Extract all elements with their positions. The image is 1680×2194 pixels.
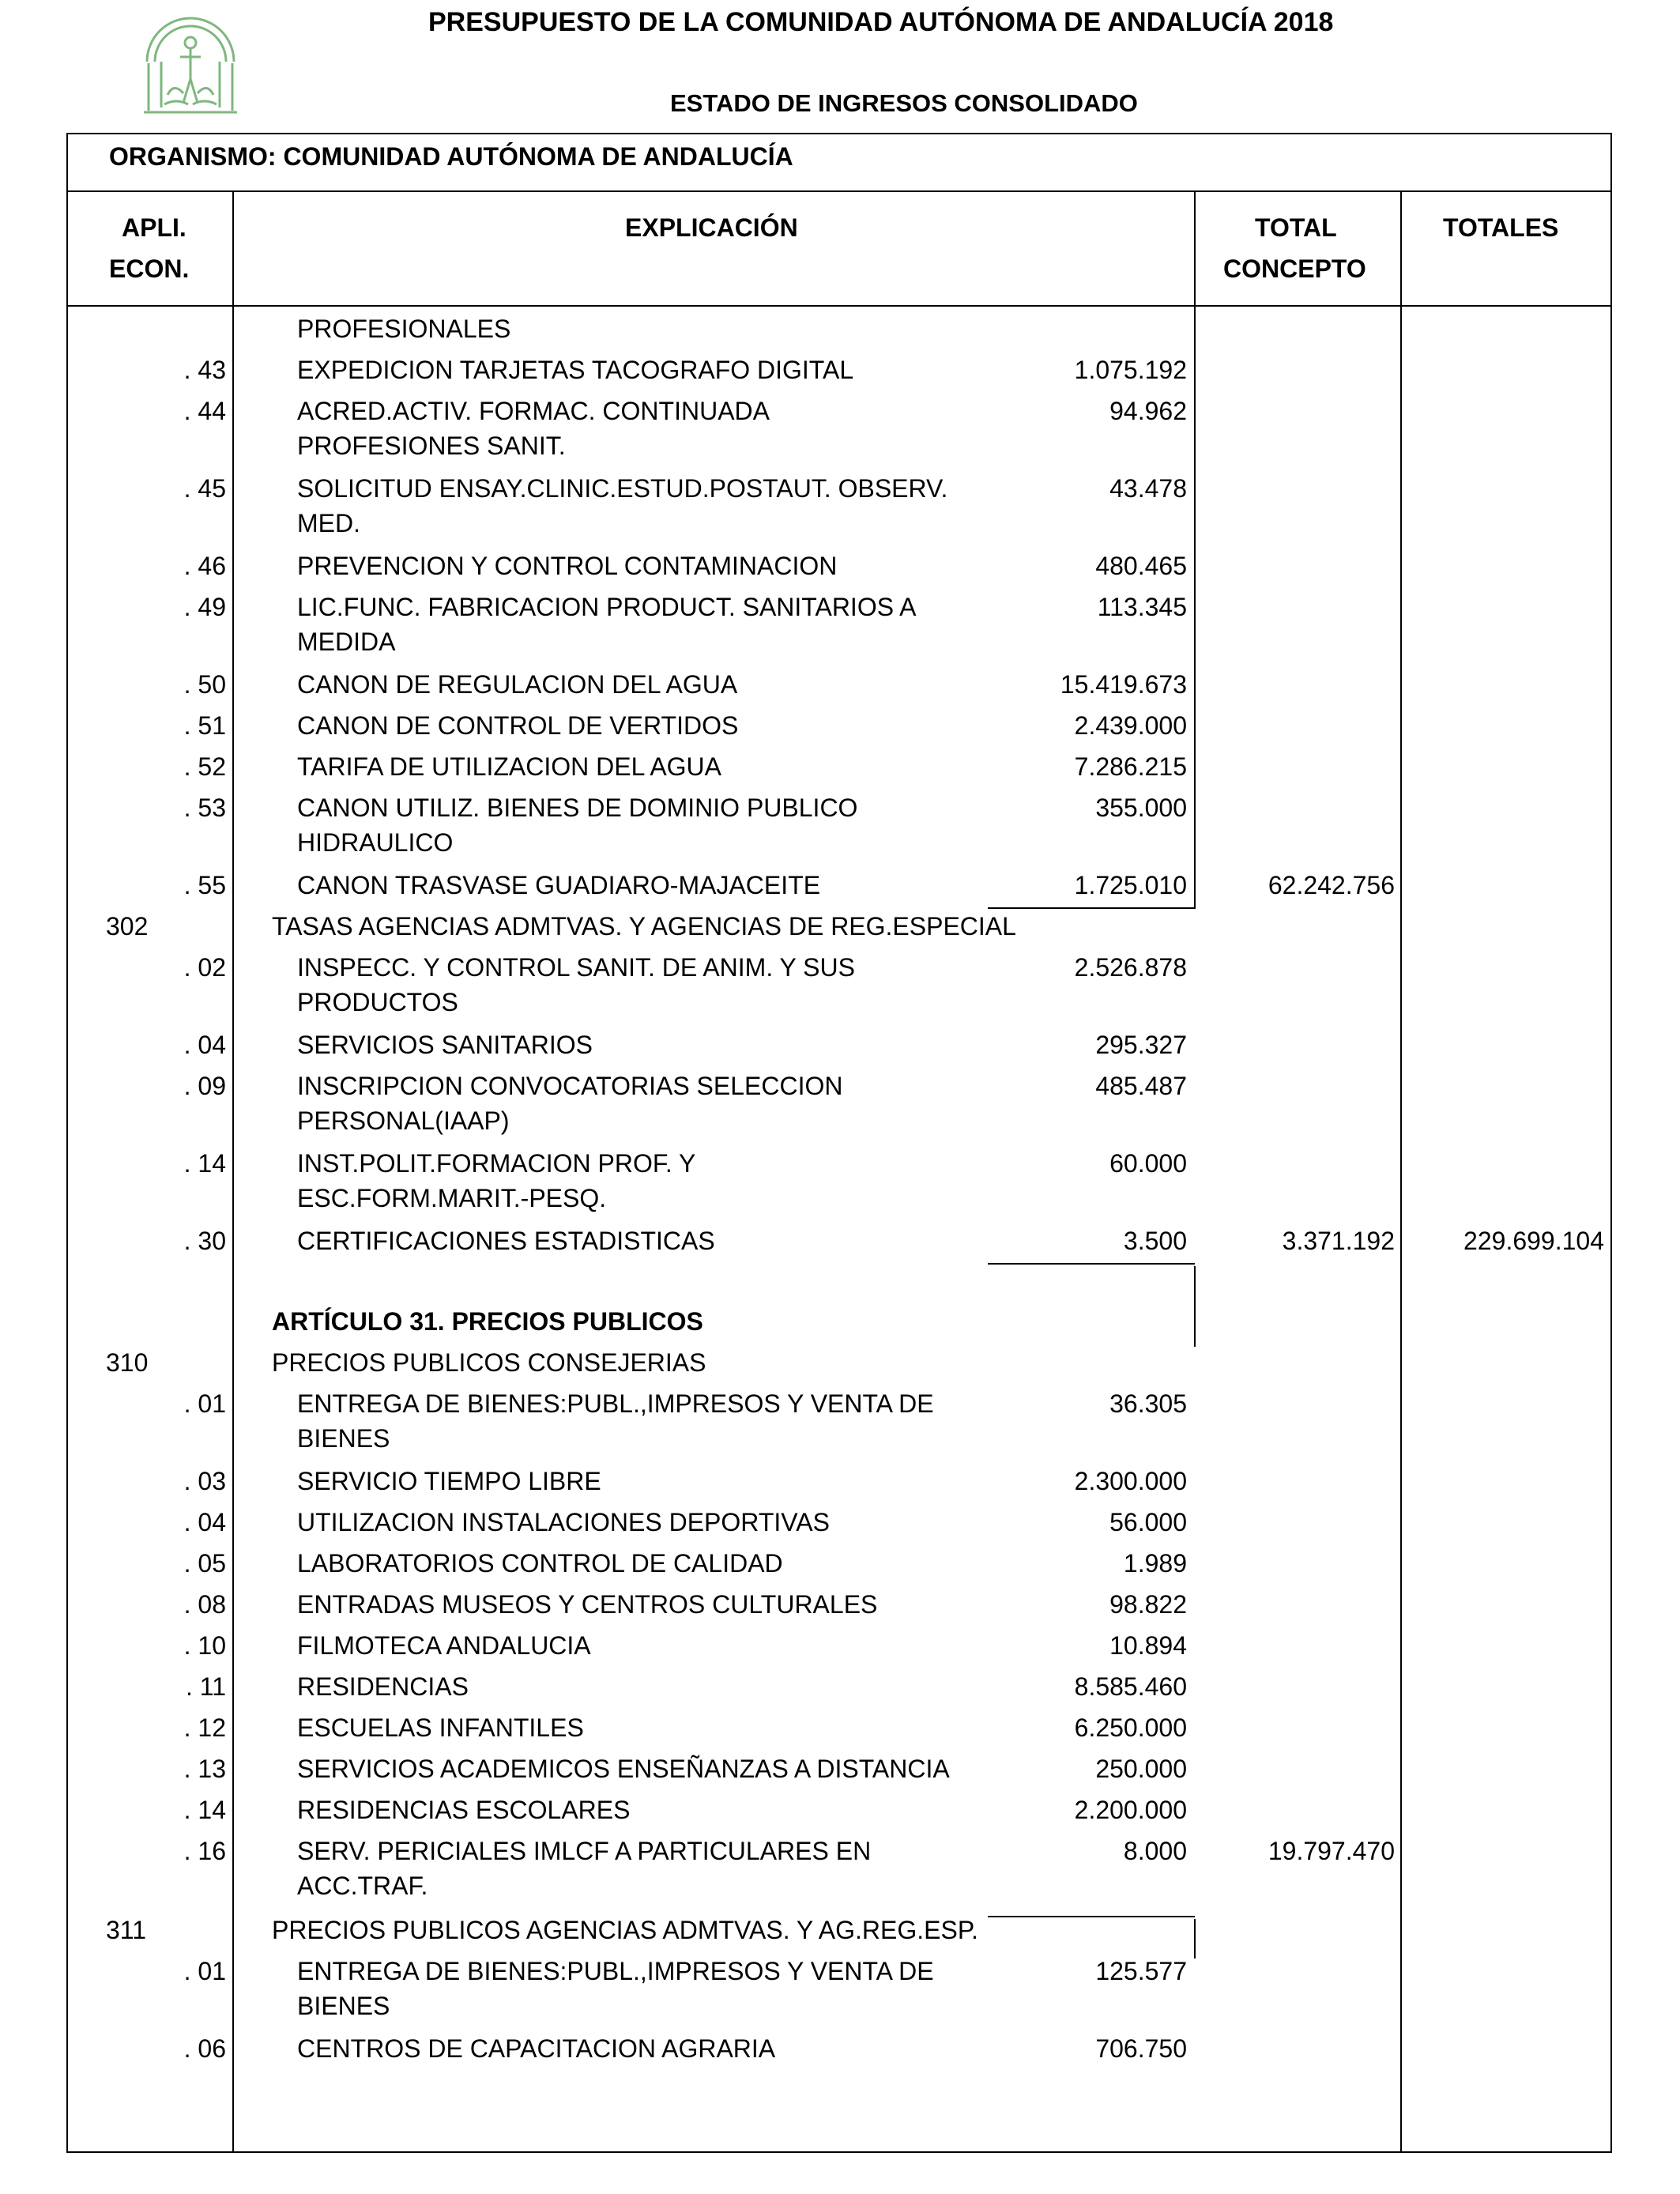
- organismo-label: ORGANISMO: COMUNIDAD AUTÓNOMA DE ANDALUCÍA: [109, 142, 793, 171]
- column-divider-totales: [1400, 190, 1402, 2153]
- row-code: . 52: [183, 752, 226, 781]
- row-amount: 125.577: [1095, 1957, 1187, 1985]
- row-description: ENTREGA DE BIENES:PUBL.,IMPRESOS Y VENTA DE: [297, 1389, 934, 1418]
- row-code: . 51: [183, 711, 226, 740]
- row-code: . 08: [183, 1590, 226, 1619]
- row-code: . 04: [183, 1031, 226, 1059]
- row-description: SERVICIO TIEMPO LIBRE: [297, 1467, 601, 1495]
- concepto-column-segment: [1194, 307, 1196, 909]
- row-amount: 15.419.673: [1060, 670, 1187, 699]
- column-header-totales: TOTALES: [1443, 213, 1559, 242]
- row-code: . 53: [183, 794, 226, 822]
- subtotal-underline: [988, 907, 1195, 909]
- row-amount: 8.000: [1123, 1837, 1187, 1865]
- row-description: SOLICITUD ENSAY.CLINIC.ESTUD.POSTAUT. OBSERV.: [297, 474, 948, 503]
- row-description: FILMOTECA ANDALUCIA: [297, 1631, 591, 1660]
- row-amount: 10.894: [1109, 1631, 1187, 1660]
- row-description: ACC.TRAF.: [297, 1872, 428, 1900]
- row-code: . 01: [183, 1957, 226, 1985]
- row-description: MEDIDA: [297, 628, 396, 656]
- row-description: SERVICIOS ACADEMICOS ENSEÑANZAS A DISTANCIA: [297, 1755, 950, 1783]
- column-header-apli: APLI.: [122, 213, 186, 242]
- row-description: PROFESIONES SANIT.: [297, 432, 566, 460]
- row-description: PRECIOS PUBLICOS CONSEJERIAS: [272, 1348, 706, 1377]
- header-divider: [66, 305, 1612, 307]
- row-description: ESCUELAS INFANTILES: [297, 1713, 584, 1742]
- row-amount: 355.000: [1095, 794, 1187, 822]
- row-code: . 03: [183, 1467, 226, 1495]
- row-code: . 05: [183, 1549, 226, 1578]
- row-amount: 1.725.010: [1074, 871, 1187, 899]
- row-code: . 50: [183, 670, 226, 699]
- row-code: . 12: [183, 1713, 226, 1742]
- row-amount: 6.250.000: [1074, 1713, 1187, 1742]
- table-border-right: [1610, 133, 1612, 2153]
- subtotal-underline: [988, 1916, 1195, 1917]
- row-amount: 295.327: [1095, 1031, 1187, 1059]
- row-code: . 11: [186, 1672, 226, 1701]
- table-border-left: [66, 133, 68, 2153]
- row-amount: 2.200.000: [1074, 1796, 1187, 1824]
- column-header-explicacion: EXPLICACIÓN: [625, 213, 798, 242]
- concepto-column-segment: [1194, 1919, 1196, 1958]
- row-amount: 250.000: [1095, 1755, 1187, 1783]
- row-code: . 43: [183, 356, 226, 384]
- row-description: ENTREGA DE BIENES:PUBL.,IMPRESOS Y VENTA DE: [297, 1957, 934, 1985]
- row-description: ESC.FORM.MARIT.-PESQ.: [297, 1184, 607, 1212]
- row-code: . 04: [183, 1508, 226, 1536]
- column-divider-apli: [232, 190, 234, 2153]
- row-description: LABORATORIOS CONTROL DE CALIDAD: [297, 1549, 783, 1578]
- row-code: . 55: [183, 871, 226, 899]
- row-description: UTILIZACION INSTALACIONES DEPORTIVAS: [297, 1508, 830, 1536]
- row-description: PRODUCTOS: [297, 988, 458, 1016]
- row-code: . 14: [183, 1796, 226, 1824]
- document-title: PRESUPUESTO DE LA COMUNIDAD AUTÓNOMA DE ANDALUCÍA 2018: [428, 7, 1334, 37]
- row-description: CANON DE CONTROL DE VERTIDOS: [297, 711, 739, 740]
- row-description: CANON TRASVASE GUADIARO-MAJACEITE: [297, 871, 821, 899]
- document-subtitle: ESTADO DE INGRESOS CONSOLIDADO: [670, 89, 1138, 117]
- row-description: BIENES: [297, 1424, 390, 1453]
- table-border-bottom: [66, 2151, 1612, 2153]
- row-amount: 706.750: [1095, 2034, 1187, 2063]
- row-description: ENTRADAS MUSEOS Y CENTROS CULTURALES: [297, 1590, 878, 1619]
- row-description: EXPEDICION TARJETAS TACOGRAFO DIGITAL: [297, 356, 854, 384]
- row-description: PRECIOS PUBLICOS AGENCIAS ADMTVAS. Y AG.REG.ESP.: [272, 1916, 978, 1944]
- subtotal-underline: [988, 1263, 1195, 1265]
- column-header-econ: ECON.: [109, 254, 190, 283]
- row-code: . 02: [183, 953, 226, 982]
- row-amount: 8.585.460: [1074, 1672, 1187, 1701]
- row-amount: 2.439.000: [1074, 711, 1187, 740]
- row-amount: 485.487: [1095, 1072, 1187, 1100]
- row-amount: 94.962: [1109, 397, 1187, 425]
- table-border-top: [66, 133, 1612, 134]
- row-description: SERV. PERICIALES IMLCF A PARTICULARES EN: [297, 1837, 872, 1865]
- row-description: TASAS AGENCIAS ADMTVAS. Y AGENCIAS DE REG.ESPECIAL: [272, 912, 1016, 941]
- row-code: . 01: [183, 1389, 226, 1418]
- row-description: TARIFA DE UTILIZACION DEL AGUA: [297, 752, 721, 781]
- row-amount: 3.500: [1123, 1227, 1187, 1255]
- row-description: PROFESIONALES: [297, 315, 511, 343]
- column-divider-concepto: [1194, 190, 1196, 307]
- row-code: . 06: [183, 2034, 226, 2063]
- row-code: 302: [106, 912, 149, 941]
- grand-total: 229.699.104: [1463, 1227, 1604, 1255]
- row-code: . 14: [183, 1149, 226, 1178]
- row-amount: 7.286.215: [1074, 752, 1187, 781]
- row-description: INSPECC. Y CONTROL SANIT. DE ANIM. Y SUS: [297, 953, 855, 982]
- row-amount: 2.300.000: [1074, 1467, 1187, 1495]
- row-code: . 46: [183, 552, 226, 580]
- row-amount: 60.000: [1109, 1149, 1187, 1178]
- row-description: ACRED.ACTIV. FORMAC. CONTINUADA: [297, 397, 770, 425]
- row-description: CERTIFICACIONES ESTADISTICAS: [297, 1227, 715, 1255]
- concepto-column-segment: [1194, 1266, 1196, 1347]
- row-code: . 49: [183, 593, 226, 621]
- row-description: CANON DE REGULACION DEL AGUA: [297, 670, 738, 699]
- row-description: PERSONAL(IAAP): [297, 1106, 510, 1135]
- row-code: . 44: [183, 397, 226, 425]
- row-amount: 98.822: [1109, 1590, 1187, 1619]
- row-code: . 30: [183, 1227, 226, 1255]
- row-amount: 480.465: [1095, 552, 1187, 580]
- column-header-concepto: CONCEPTO: [1223, 254, 1366, 283]
- row-code: 311: [106, 1916, 147, 1944]
- row-description: CANON UTILIZ. BIENES DE DOMINIO PUBLICO: [297, 794, 858, 822]
- row-code: . 10: [183, 1631, 226, 1660]
- row-description: RESIDENCIAS: [297, 1672, 469, 1701]
- row-amount: 1.989: [1123, 1549, 1187, 1578]
- row-description: SERVICIOS SANITARIOS: [297, 1031, 593, 1059]
- row-description: MED.: [297, 509, 360, 537]
- row-description: INSCRIPCION CONVOCATORIAS SELECCION: [297, 1072, 843, 1100]
- article-heading: ARTÍCULO 31. PRECIOS PUBLICOS: [272, 1307, 703, 1336]
- concept-total: 62.242.756: [1268, 871, 1395, 899]
- concept-total: 3.371.192: [1282, 1227, 1395, 1255]
- organismo-divider: [66, 190, 1612, 192]
- row-description: HIDRAULICO: [297, 828, 454, 857]
- row-code: . 45: [183, 474, 226, 503]
- row-amount: 2.526.878: [1074, 953, 1187, 982]
- row-amount: 1.075.192: [1074, 356, 1187, 384]
- row-code: . 13: [183, 1755, 226, 1783]
- row-amount: 56.000: [1109, 1508, 1187, 1536]
- row-description: INST.POLIT.FORMACION PROF. Y: [297, 1149, 696, 1178]
- row-amount: 113.345: [1097, 593, 1187, 621]
- row-description: LIC.FUNC. FABRICACION PRODUCT. SANITARIOS A: [297, 593, 917, 621]
- row-description: CENTROS DE CAPACITACION AGRARIA: [297, 2034, 776, 2063]
- junta-de-andalucia-logo: [141, 6, 240, 117]
- column-header-total: TOTAL: [1255, 213, 1337, 242]
- row-amount: 43.478: [1109, 474, 1187, 503]
- row-code: . 16: [183, 1837, 226, 1865]
- row-description: PREVENCION Y CONTROL CONTAMINACION: [297, 552, 838, 580]
- row-code: . 09: [183, 1072, 226, 1100]
- row-description: RESIDENCIAS ESCOLARES: [297, 1796, 631, 1824]
- row-amount: 36.305: [1109, 1389, 1187, 1418]
- row-description: BIENES: [297, 1992, 390, 2020]
- concept-total: 19.797.470: [1268, 1837, 1395, 1865]
- row-code: 310: [106, 1348, 149, 1377]
